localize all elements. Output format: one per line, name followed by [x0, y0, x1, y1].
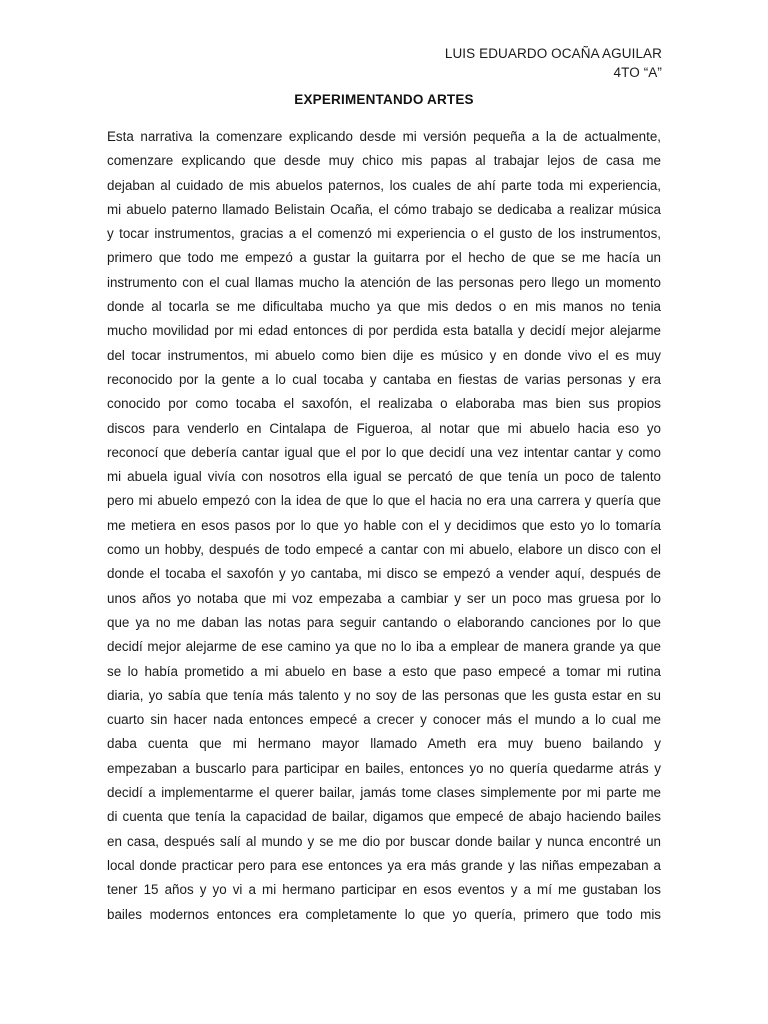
- paragraph-line: comenzare explicando que desde muy chico mis papas al trabajar lejos de casa me: [107, 153, 661, 169]
- paragraph-line: tener 15 años y yo vi a mi hermano participar en esos eventos y a mí me gustaban los: [107, 882, 661, 898]
- paragraph-line: daba cuenta que mi hermano mayor llamado Ameth era muy bueno bailando y: [107, 736, 661, 752]
- paragraph-line: decidí a implementarme el querer bailar, jamás tome clases simplemente por mi parte me: [107, 785, 661, 801]
- paragraph-line: instrumento con el cual llamas mucho la atención de las personas pero llego un momento: [107, 274, 661, 290]
- paragraph-line: mucho movilidad por mi edad entonces di por perdida esta batalla y decidí mejor alejarme: [107, 323, 661, 339]
- paragraph-line: pero mi abuelo empezó con la idea de que lo que el hacia no era una carrera y quería que: [107, 493, 661, 509]
- paragraph-line: me metiera en esos pasos por lo que yo hable con el y decidimos que esto yo lo tomaría: [107, 517, 661, 533]
- paragraph-line: que ya no me daban las notas para seguir cantando o elaborando canciones por lo que: [107, 614, 661, 630]
- paragraph-line: local donde practicar pero para ese entonces ya era más grande y las niñas empezaban a: [107, 857, 661, 873]
- paragraph-line: di cuenta que tenía la capacidad de bailar, digamos que empecé de abajo haciendo bailes: [107, 809, 661, 825]
- paragraph-line: en casa, después salí al mundo y se me dio por buscar donde bailar y nunca encontré un: [107, 833, 661, 849]
- paragraph-line: discos para venderlo en Cintalapa de Figueroa, al notar que mi abuelo hacia eso yo: [107, 420, 661, 436]
- document-header: [445, 44, 662, 82]
- paragraph-line: bailes modernos entonces era completamente lo que yo quería, primero que todo mis: [107, 906, 661, 922]
- paragraph-line: dejaban al cuidado de mis abuelos paternos, los cuales de ahí parte toda mi experiencia,: [107, 177, 661, 193]
- paragraph-line: primero que todo me empezó a gustar la guitarra por el hecho de que se me hacía un: [107, 250, 661, 266]
- paragraph-line: donde el tocaba el saxofón y yo cantaba, mi disco se empezó a vender aquí, después de: [107, 566, 661, 582]
- paragraph-line: donde al tocarla se me dificultaba mucho ya que mis dedos o en mis manos no tenia: [107, 299, 661, 315]
- author-name: LUIS EDUARDO OCAÑA AGUILAR: [444, 46, 662, 61]
- document-body: [107, 125, 661, 927]
- grade-label: 4TO “A”: [613, 65, 662, 80]
- paragraph-line: se lo había prometido a mi abuelo en base a esto que paso empecé a tomar mi rutina: [107, 663, 661, 679]
- paragraph-line: empezaban a buscarlo para participar en bailes, entonces yo no quería quedarme atrás y: [107, 760, 661, 776]
- paragraph-line: conocido por como tocaba el saxofón, el realizaba o elaboraba mas bien sus propios: [107, 396, 661, 412]
- paragraph-line: mi abuelo paterno llamado Belistain Ocaña, el cómo trabajo se dedicaba a realizar música: [107, 201, 661, 217]
- paragraph-line: Esta narrativa la comenzare explicando desde mi versión pequeña a la de actualmente,: [107, 129, 661, 144]
- document-title: EXPERIMENTANDO ARTES: [294, 92, 474, 107]
- paragraph-line: reconocido por la gente a lo cual tocaba y cantaba en fiestas de varias personas y era: [107, 371, 661, 387]
- paragraph-line: mi abuela igual vivía con nosotros ella igual se percató de que tenía un poco de talento: [107, 469, 661, 485]
- paragraph-line: unos años yo notaba que mi voz empezaba a cambiar y ser un poco mas gruesa por lo: [107, 590, 661, 606]
- paragraph-line: y tocar instrumentos, gracias a el comenzó mi experiencia o el gusto de los instrumentos,: [107, 226, 661, 242]
- paragraph-line: cuarto sin hacer nada entonces empecé a crecer y conocer más el mundo a lo cual me: [107, 712, 661, 728]
- paragraph-line: como un hobby, después de todo empecé a cantar con mi abuelo, elabore un disco con el: [107, 542, 661, 558]
- paragraph-line: decidí mejor alejarme de ese camino ya que no lo iba a emplear de manera grande ya que: [107, 639, 661, 655]
- paragraph-line: reconocí que debería cantar igual que el por lo que decidí una vez intentar cantar y como: [107, 444, 661, 460]
- paragraph-line: diaria, yo sabía que tenía más talento y no soy de las personas que les gusta estar en su: [107, 687, 661, 703]
- paragraph-line: del tocar instrumentos, mi abuelo como bien dije es músico y en donde vivo el es muy: [107, 347, 661, 363]
